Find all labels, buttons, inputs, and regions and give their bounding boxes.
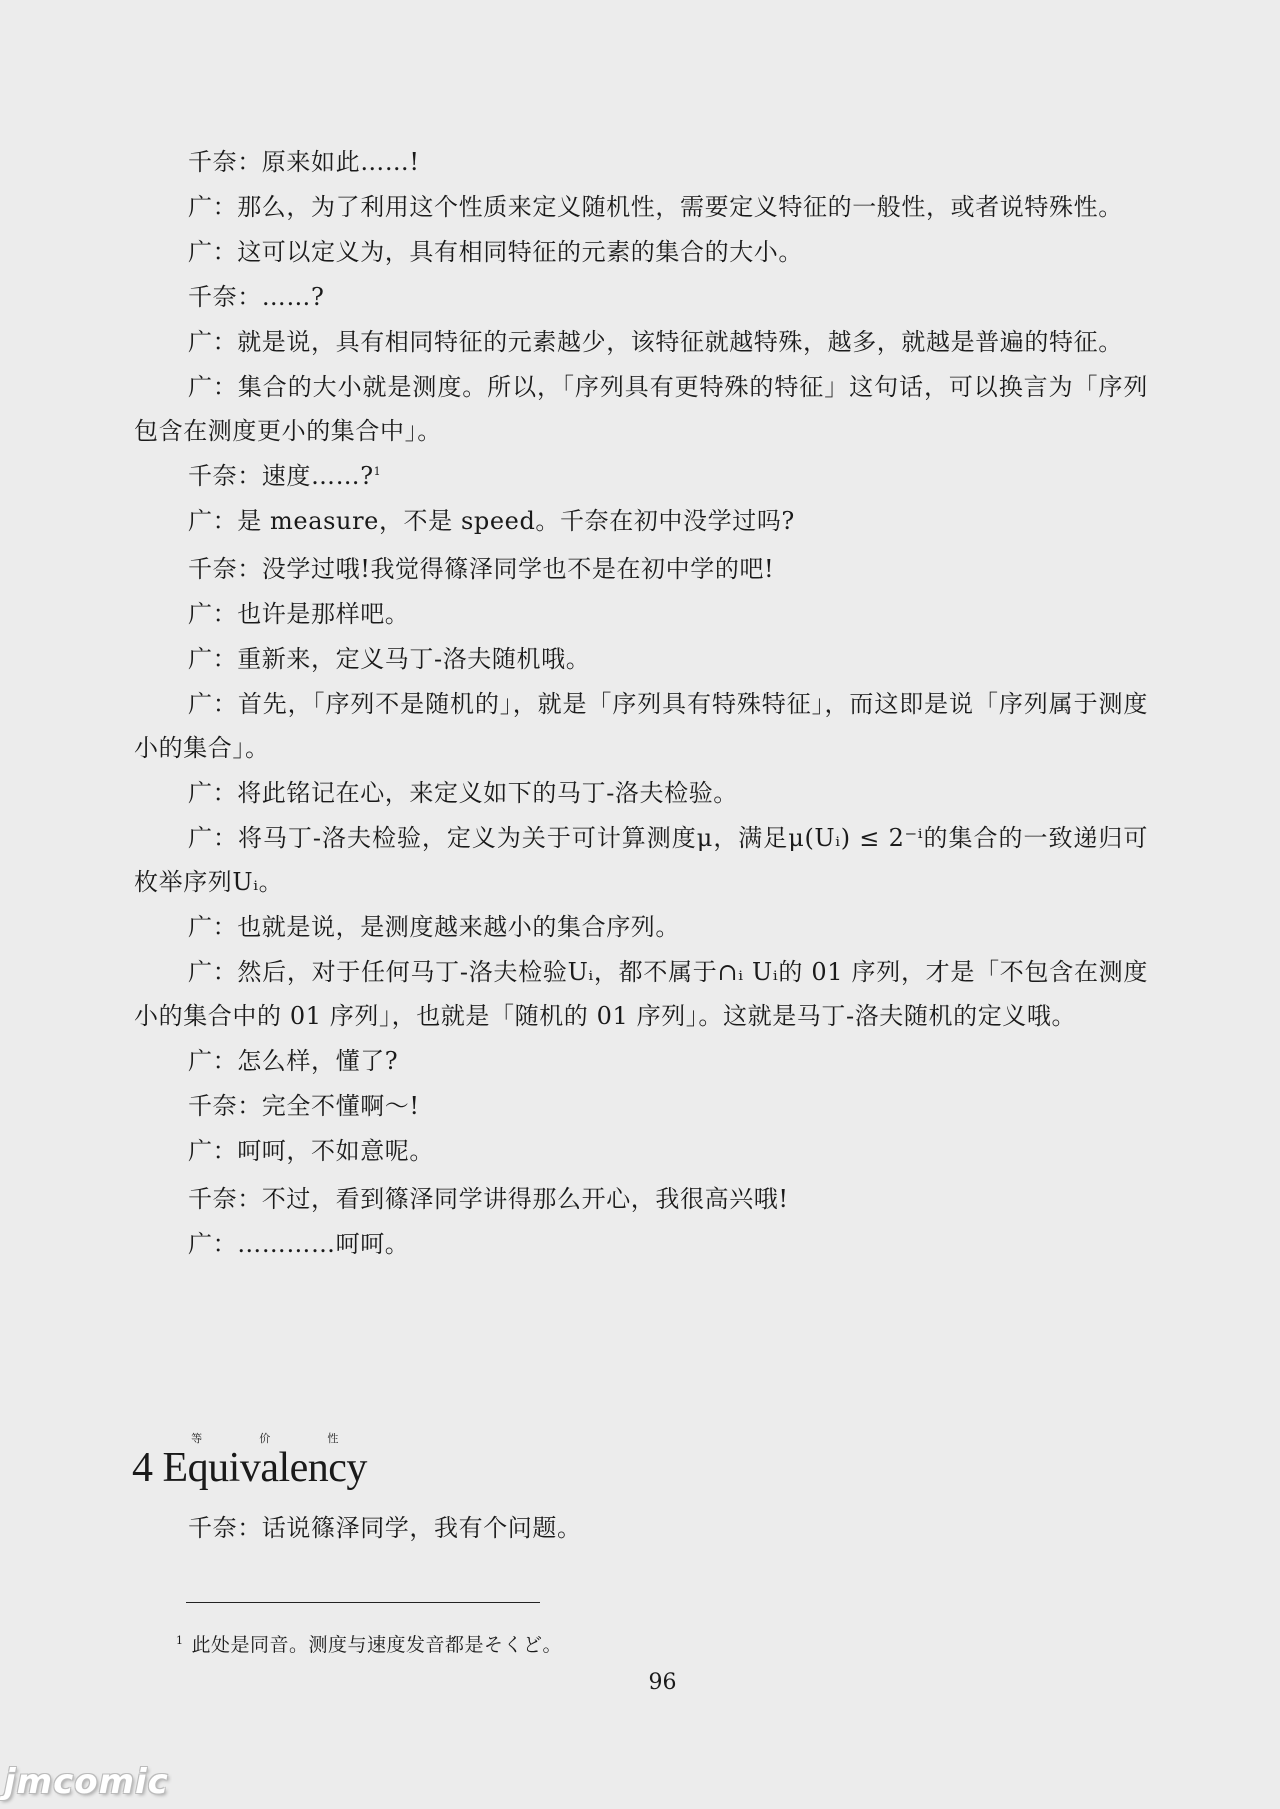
footnote-divider	[186, 1602, 540, 1603]
paragraph: 广：首先，「序列不是随机的」，就是「序列具有特殊特征」，而这即是说「序列属于测度小的集合」。	[134, 690, 1148, 762]
paragraph: 广：将此铭记在心，来定义如下的马丁-洛夫检验。	[188, 779, 738, 807]
ruby-annotation	[163, 1430, 367, 1446]
paragraph: 广：呵呵，不如意呢。	[188, 1137, 434, 1165]
paragraph: 广：重新来，定义马丁-洛夫随机哦。	[188, 645, 591, 673]
paragraph: 广：那么，为了利用这个性质来定义随机性，需要定义特征的一般性，或者说特殊性。	[188, 193, 1123, 221]
section-title-with-ruby	[162, 1432, 367, 1492]
footnote	[176, 1630, 562, 1657]
paragraph: 千奈：……?	[188, 283, 325, 311]
section-title: Equivalency	[162, 1445, 367, 1491]
section-number: 4	[132, 1445, 153, 1491]
footnote-number: 1	[176, 1633, 184, 1647]
paragraph: 千奈：不过，看到篠泽同学讲得那么开心，我很高兴哦!	[188, 1185, 789, 1213]
paragraph: 广：然后，对于任何马丁-洛夫检验Uᵢ，都不属于∩ᵢ Uᵢ的 01 序列，才是「不包含在测度小的集合中的 01 序列」，也就是「随机的 01 序列」。这就是马丁-洛夫随机的定义哦。	[134, 958, 1148, 1030]
paragraph: 广：怎么样，懂了?	[188, 1047, 399, 1075]
ruby-char: 等	[191, 1432, 203, 1445]
paragraph: 广：…………呵呵。	[188, 1230, 410, 1258]
paragraph: 广：是 measure，不是 speed。千奈在初中没学过吗?	[188, 507, 795, 535]
paragraph: 千奈：话说篠泽同学，我有个问题。	[188, 1514, 582, 1542]
paragraph: 广：将马丁-洛夫检验，定义为关于可计算测度μ，满足μ(Uᵢ) ≤ 2⁻ⁱ的集合的一致递归可枚举序列Uᵢ。	[134, 824, 1148, 896]
paragraph: 千奈：完全不懂啊～!	[188, 1092, 420, 1120]
footnote-reference[interactable]: 1	[373, 465, 382, 478]
paragraph-text: 千奈：速度……?	[188, 462, 374, 490]
footnote-text: 此处是同音。测度与速度发音都是そくど。	[191, 1634, 563, 1656]
paragraph: 广：也许是那样吧。	[188, 600, 410, 628]
paragraph: 千奈：原来如此……!	[188, 148, 420, 176]
paragraph-with-footnote	[134, 454, 1148, 498]
ruby-char: 价	[259, 1432, 271, 1445]
page-number: 96	[648, 1670, 677, 1695]
paragraph: 千奈：没学过哦!我觉得篠泽同学也不是在初中学的吧!	[188, 555, 775, 583]
watermark-logo: jmcomic	[4, 1762, 169, 1802]
section-body	[134, 1506, 1148, 1551]
paragraph: 广：集合的大小就是测度。所以，「序列具有更特殊的特征」这句话，可以换言为「序列包含在测度更小的集合中」。	[134, 373, 1148, 445]
paragraph: 广：这可以定义为，具有相同特征的元素的集合的大小。	[188, 238, 803, 266]
dialogue-body	[134, 140, 1148, 1267]
paragraph: 广：也就是说，是测度越来越小的集合序列。	[188, 913, 680, 941]
ruby-char: 性	[327, 1432, 339, 1445]
section-heading	[132, 1432, 367, 1492]
paragraph: 广：就是说，具有相同特征的元素越少，该特征就越特殊，越多，就越是普遍的特征。	[188, 328, 1123, 356]
